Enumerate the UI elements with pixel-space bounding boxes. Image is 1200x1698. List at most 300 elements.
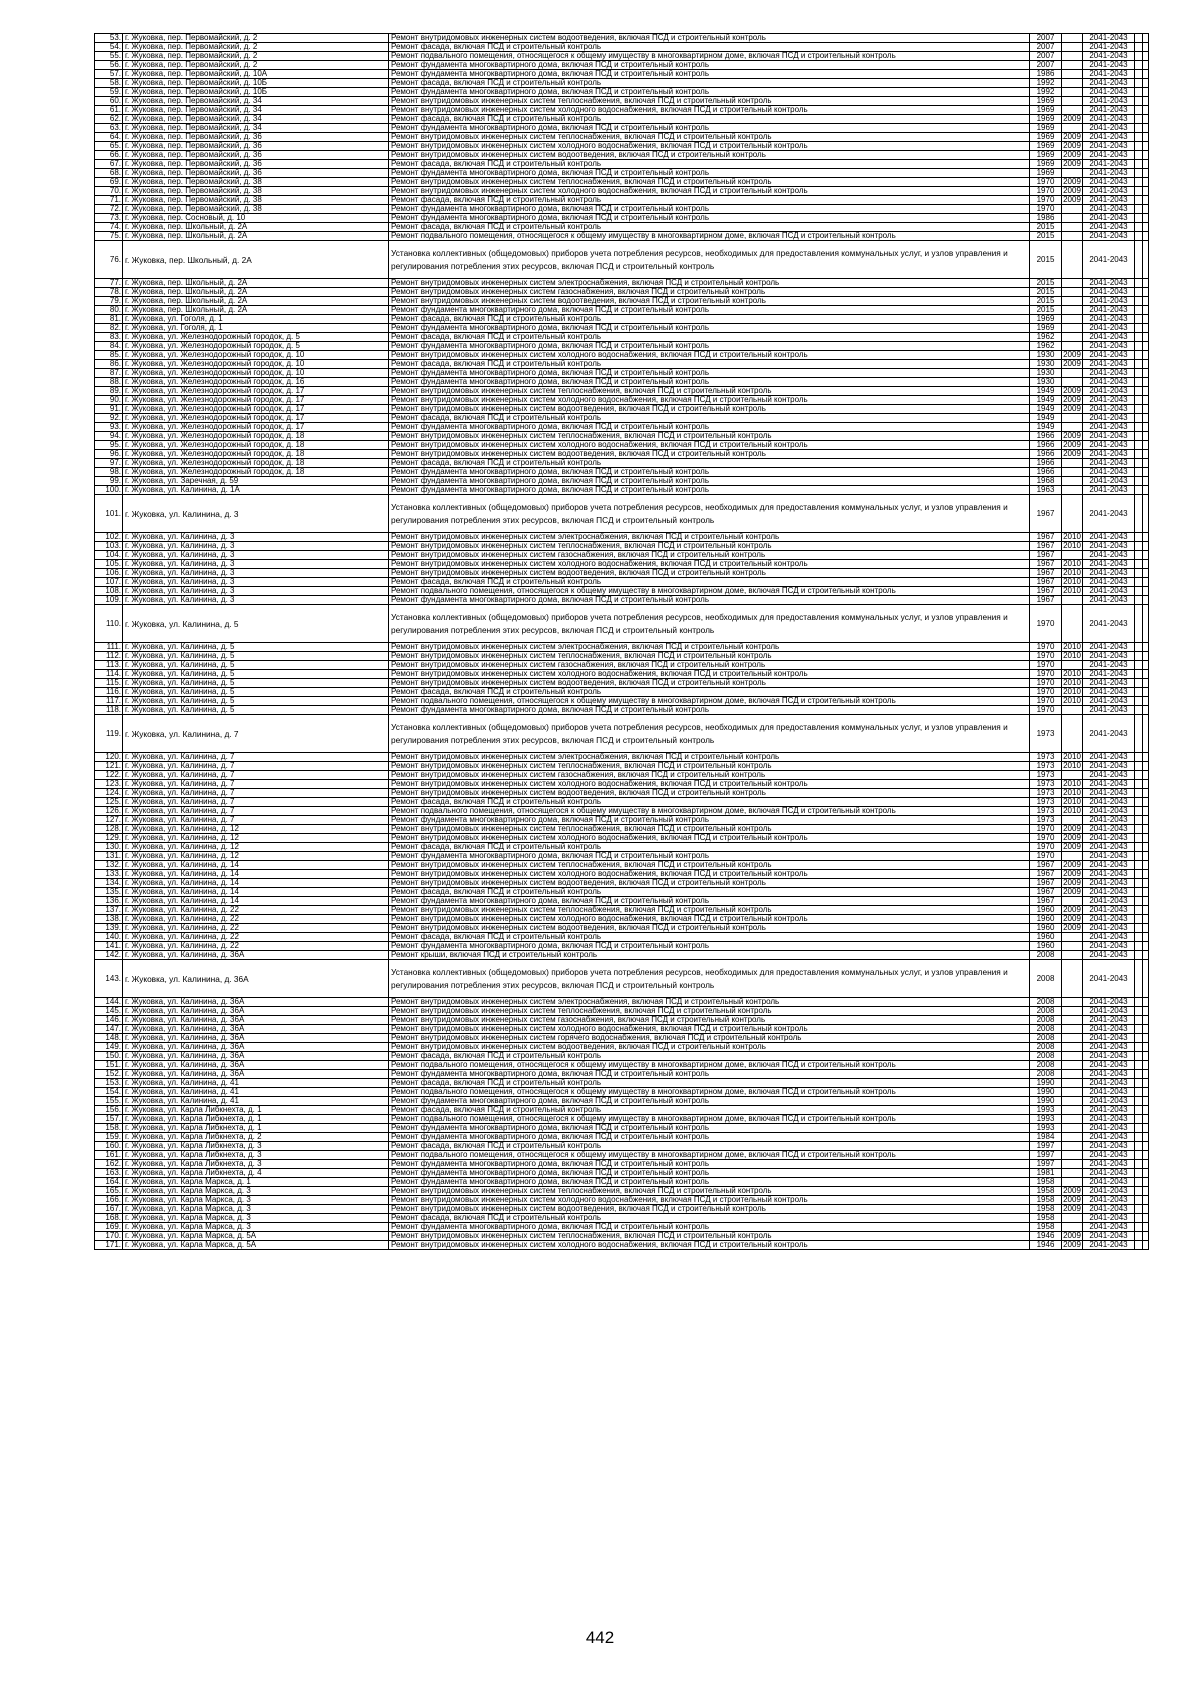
empty-cell <box>1143 1043 1149 1052</box>
planned-period-cell: 2041-2043 <box>1083 852 1135 861</box>
address-cell: г. Жуковка, пер. Школьный, д. 2А <box>123 232 389 241</box>
empty-cell <box>1143 861 1149 870</box>
build-year-cell: 1949 <box>1030 405 1062 414</box>
row-number: 117. <box>95 697 123 706</box>
empty-cell <box>1143 816 1149 825</box>
work-type-cell: Ремонт фасада, включая ПСД и строительный контроль <box>389 1079 1030 1088</box>
table-row <box>95 351 1149 360</box>
empty-cell <box>1143 61 1149 70</box>
table-row <box>95 998 1149 1007</box>
address-cell: г. Жуковка, ул. Калинина, д. 36А <box>123 1034 389 1043</box>
planned-period-cell: 2041-2043 <box>1083 605 1135 643</box>
work-type-cell: Ремонт фундамента многоквартирного дома, включая ПСД и строительный контроль <box>389 342 1030 351</box>
work-type-cell: Ремонт фасада, включая ПСД и строительный контроль <box>389 688 1030 697</box>
address-cell: г. Жуковка, пер. Школьный, д. 2А <box>123 241 389 279</box>
planned-period-cell: 2041-2043 <box>1083 142 1135 151</box>
empty-cell <box>1135 1034 1143 1043</box>
last-repair-year-cell <box>1062 70 1083 79</box>
address-cell: г. Жуковка, ул. Калинина, д. 14 <box>123 870 389 879</box>
empty-cell <box>1143 97 1149 106</box>
empty-cell <box>1135 816 1143 825</box>
build-year-cell: 2007 <box>1030 43 1062 52</box>
empty-cell <box>1135 495 1143 533</box>
empty-cell <box>1135 870 1143 879</box>
address-cell: г. Жуковка, ул. Калинина, д. 3 <box>123 596 389 605</box>
empty-cell <box>1135 789 1143 798</box>
work-type-cell: Ремонт внутридомовых инженерных систем электроснабжения, включая ПСД и строительный контроль <box>389 533 1030 542</box>
work-type-cell: Ремонт подвального помещения, относящегося к общему имуществу в многоквартирном доме, включая ПСД и строительный контроль <box>389 1115 1030 1124</box>
empty-cell <box>1143 798 1149 807</box>
work-type-cell: Ремонт фундамента многоквартирного дома, включая ПСД и строительный контроль <box>389 423 1030 432</box>
table-row <box>95 43 1149 52</box>
row-number: 170. <box>95 1232 123 1241</box>
address-cell: г. Жуковка, ул. Калинина, д. 22 <box>123 933 389 942</box>
table-row <box>95 414 1149 423</box>
empty-cell <box>1135 1223 1143 1232</box>
build-year-cell: 1970 <box>1030 834 1062 843</box>
empty-cell <box>1143 1061 1149 1070</box>
row-number: 103. <box>95 542 123 551</box>
table-row <box>95 1124 1149 1133</box>
table-row <box>95 342 1149 351</box>
address-cell: г. Жуковка, ул. Калинина, д. 5 <box>123 670 389 679</box>
empty-cell <box>1143 142 1149 151</box>
empty-cell <box>1143 241 1149 279</box>
address-cell: г. Жуковка, ул. Железнодорожный городок, д. 10 <box>123 360 389 369</box>
empty-cell <box>1143 715 1149 753</box>
table-row <box>95 1187 1149 1196</box>
planned-period-cell: 2041-2043 <box>1083 133 1135 142</box>
planned-period-cell: 2041-2043 <box>1083 951 1135 960</box>
table-row <box>95 387 1149 396</box>
empty-cell <box>1135 396 1143 405</box>
table-row <box>95 1025 1149 1034</box>
build-year-cell: 2015 <box>1030 297 1062 306</box>
work-type-cell: Ремонт фасада, включая ПСД и строительный контроль <box>389 578 1030 587</box>
last-repair-year-cell: 2009 <box>1063 887 1081 896</box>
empty-cell <box>1135 1124 1143 1133</box>
planned-period-cell: 2041-2043 <box>1083 43 1135 52</box>
work-type-cell: Ремонт фасада, включая ПСД и строительный контроль <box>389 160 1030 169</box>
row-number: 98. <box>95 468 123 477</box>
address-cell: г. Жуковка, ул. Калинина, д. 36А <box>123 1016 389 1025</box>
row-number: 115. <box>95 679 123 688</box>
build-year-cell: 1966 <box>1030 450 1062 459</box>
empty-cell <box>1135 178 1143 187</box>
address-cell: г. Жуковка, ул. Карла Либкнехта, д. 3 <box>123 1151 389 1160</box>
address-cell: г. Жуковка, ул. Калинина, д. 36А <box>123 960 389 998</box>
last-repair-year-cell <box>1062 1088 1083 1097</box>
planned-period-cell: 2041-2043 <box>1083 825 1135 834</box>
row-number: 151. <box>95 1061 123 1070</box>
row-number: 101. <box>95 495 123 533</box>
planned-period-cell: 2041-2043 <box>1083 342 1135 351</box>
planned-period-cell: 2041-2043 <box>1083 405 1135 414</box>
last-repair-year-cell: 2009 <box>1063 833 1081 842</box>
table-row <box>95 477 1149 486</box>
table-row <box>95 441 1149 450</box>
work-type-cell: Ремонт внутридомовых инженерных систем водоотведения, включая ПСД и строительный контроль <box>389 924 1030 933</box>
planned-period-cell: 2041-2043 <box>1083 861 1135 870</box>
empty-cell <box>1143 205 1149 214</box>
empty-cell <box>1135 697 1143 706</box>
work-type-cell: Ремонт фасада, включая ПСД и строительный контроль <box>389 1214 1030 1223</box>
planned-period-cell: 2041-2043 <box>1083 1088 1135 1097</box>
empty-cell <box>1135 652 1143 661</box>
address-cell: г. Жуковка, ул. Железнодорожный городок, д. 18 <box>123 450 389 459</box>
last-repair-year-cell <box>1062 88 1083 97</box>
last-repair-year-cell <box>1062 232 1083 241</box>
planned-period-cell: 2041-2043 <box>1083 97 1135 106</box>
planned-period-cell: 2041-2043 <box>1083 1052 1135 1061</box>
table-row <box>95 1133 1149 1142</box>
table-row <box>95 52 1149 61</box>
work-type-cell: Ремонт фундамента многоквартирного дома, включая ПСД и строительный контроль <box>389 942 1030 951</box>
planned-period-cell: 2041-2043 <box>1083 679 1135 688</box>
empty-cell <box>1143 432 1149 441</box>
build-year-cell: 1930 <box>1030 369 1062 378</box>
row-number: 162. <box>95 1160 123 1169</box>
address-cell: г. Жуковка, ул. Карла Либкнехта, д. 1 <box>123 1115 389 1124</box>
table-row <box>95 34 1149 43</box>
build-year-cell: 1981 <box>1030 1169 1062 1178</box>
build-year-cell: 1966 <box>1030 441 1062 450</box>
last-repair-year-cell <box>1062 97 1083 106</box>
last-repair-year-cell <box>1062 1061 1083 1070</box>
work-type-cell: Ремонт фундамента многоквартирного дома, включая ПСД и строительный контроль <box>389 1070 1030 1079</box>
empty-cell <box>1135 715 1143 753</box>
empty-cell <box>1143 1079 1149 1088</box>
row-number: 166. <box>95 1196 123 1205</box>
last-repair-year-cell <box>1062 468 1083 477</box>
work-type-cell: Ремонт внутридомовых инженерных систем теплоснабжения, включая ПСД и строительный контроль <box>389 825 1030 834</box>
last-repair-year-cell <box>1062 1097 1083 1106</box>
work-type-cell: Ремонт внутридомовых инженерных систем холодного водоснабжения, включая ПСД и строительный контроль <box>389 870 1030 879</box>
build-year-cell: 1973 <box>1030 798 1062 807</box>
address-cell: г. Жуковка, пер. Первомайский, д. 2 <box>123 34 389 43</box>
row-number: 102. <box>95 533 123 542</box>
table-row <box>95 816 1149 825</box>
empty-cell <box>1135 807 1143 816</box>
table-row <box>95 306 1149 315</box>
build-year-cell: 1997 <box>1030 1160 1062 1169</box>
empty-cell <box>1135 643 1143 652</box>
build-year-cell: 1969 <box>1030 324 1062 333</box>
empty-cell <box>1135 587 1143 596</box>
last-repair-year-cell: 2010 <box>1063 586 1081 595</box>
table-row <box>95 605 1149 643</box>
last-repair-year-cell <box>1062 124 1083 133</box>
empty-cell <box>1135 288 1143 297</box>
planned-period-cell: 2041-2043 <box>1083 569 1135 578</box>
last-repair-year-cell <box>1062 241 1083 279</box>
empty-cell <box>1135 1043 1143 1052</box>
empty-cell <box>1135 771 1143 780</box>
row-number: 110. <box>95 605 123 643</box>
empty-cell <box>1143 187 1149 196</box>
empty-cell <box>1143 1025 1149 1034</box>
planned-period-cell: 2041-2043 <box>1083 998 1135 1007</box>
address-cell: г. Жуковка, пер. Первомайский, д. 34 <box>123 106 389 115</box>
last-repair-year-cell <box>1062 771 1083 780</box>
table-row <box>95 178 1149 187</box>
build-year-cell: 1990 <box>1030 1079 1062 1088</box>
work-type-cell: Ремонт внутридомовых инженерных систем теплоснабжения, включая ПСД и строительный контроль <box>389 542 1030 551</box>
planned-period-cell: 2041-2043 <box>1083 232 1135 241</box>
row-number: 152. <box>95 1070 123 1079</box>
address-cell: г. Жуковка, ул. Калинина, д. 5 <box>123 643 389 652</box>
last-repair-year-cell <box>1062 169 1083 178</box>
empty-cell <box>1143 587 1149 596</box>
planned-period-cell: 2041-2043 <box>1083 1151 1135 1160</box>
table-row <box>95 879 1149 888</box>
empty-cell <box>1143 843 1149 852</box>
table-row <box>95 915 1149 924</box>
row-number: 156. <box>95 1106 123 1115</box>
last-repair-year-cell: 2009 <box>1063 914 1081 923</box>
row-number: 69. <box>95 178 123 187</box>
last-repair-year-cell: 2009 <box>1063 824 1081 833</box>
work-type-cell: Ремонт внутридомовых инженерных систем электроснабжения, включая ПСД и строительный контроль <box>389 279 1030 288</box>
planned-period-cell: 2041-2043 <box>1083 468 1135 477</box>
table-row <box>95 432 1149 441</box>
table-row <box>95 933 1149 942</box>
planned-period-cell: 2041-2043 <box>1083 106 1135 115</box>
empty-cell <box>1135 1205 1143 1214</box>
table-row <box>95 1196 1149 1205</box>
table-row <box>95 1034 1149 1043</box>
address-cell: г. Жуковка, ул. Калинина, д. 36А <box>123 1043 389 1052</box>
work-type-cell: Ремонт внутридомовых инженерных систем холодного водоснабжения, включая ПСД и строительный контроль <box>389 441 1030 450</box>
work-type-cell: Ремонт фундамента многоквартирного дома, включая ПСД и строительный контроль <box>389 1169 1030 1178</box>
planned-period-cell: 2041-2043 <box>1083 52 1135 61</box>
work-type-cell: Ремонт внутридомовых инженерных систем теплоснабжения, включая ПСД и строительный контроль <box>389 387 1030 396</box>
planned-period-cell: 2041-2043 <box>1083 816 1135 825</box>
empty-cell <box>1143 196 1149 205</box>
address-cell: г. Жуковка, ул. Карла Либкнехта, д. 1 <box>123 1124 389 1133</box>
build-year-cell: 2015 <box>1030 241 1062 279</box>
table-row <box>95 1043 1149 1052</box>
planned-period-cell: 2041-2043 <box>1083 378 1135 387</box>
work-type-cell: Ремонт фасада, включая ПСД и строительный контроль <box>389 459 1030 468</box>
planned-period-cell: 2041-2043 <box>1083 1115 1135 1124</box>
planned-period-cell: 2041-2043 <box>1083 1133 1135 1142</box>
build-year-cell: 1967 <box>1030 888 1062 897</box>
last-repair-year-cell <box>1062 279 1083 288</box>
build-year-cell: 2008 <box>1030 1016 1062 1025</box>
planned-period-cell: 2041-2043 <box>1083 279 1135 288</box>
work-type-cell: Ремонт внутридомовых инженерных систем теплоснабжения, включая ПСД и строительный контроль <box>389 1007 1030 1016</box>
last-repair-year-cell: 2009 <box>1063 386 1081 395</box>
work-type-cell: Ремонт внутридомовых инженерных систем водоотведения, включая ПСД и строительный контроль <box>389 405 1030 414</box>
address-cell: г. Жуковка, ул. Калинина, д. 7 <box>123 816 389 825</box>
empty-cell <box>1135 1007 1143 1016</box>
planned-period-cell: 2041-2043 <box>1083 542 1135 551</box>
planned-period-cell: 2041-2043 <box>1083 670 1135 679</box>
empty-cell <box>1135 52 1143 61</box>
work-type-cell: Ремонт фасада, включая ПСД и строительный контроль <box>389 1142 1030 1151</box>
table-row <box>95 196 1149 205</box>
address-cell: г. Жуковка, пер. Школьный, д. 2А <box>123 279 389 288</box>
empty-cell <box>1143 169 1149 178</box>
empty-cell <box>1135 1115 1143 1124</box>
table-row <box>95 569 1149 578</box>
planned-period-cell: 2041-2043 <box>1083 1016 1135 1025</box>
table-row <box>95 1016 1149 1025</box>
table-row <box>95 1160 1149 1169</box>
last-repair-year-cell: 2009 <box>1063 449 1081 458</box>
table-row <box>95 187 1149 196</box>
table-row <box>95 825 1149 834</box>
build-year-cell: 1970 <box>1030 187 1062 196</box>
build-year-cell: 1992 <box>1030 88 1062 97</box>
build-year-cell: 1967 <box>1030 587 1062 596</box>
address-cell: г. Жуковка, ул. Железнодорожный городок, д. 17 <box>123 405 389 414</box>
build-year-cell: 1949 <box>1030 387 1062 396</box>
planned-period-cell: 2041-2043 <box>1083 160 1135 169</box>
address-cell: г. Жуковка, ул. Калинина, д. 5 <box>123 697 389 706</box>
empty-cell <box>1135 351 1143 360</box>
build-year-cell: 2015 <box>1030 306 1062 315</box>
address-cell: г. Жуковка, ул. Калинина, д. 12 <box>123 843 389 852</box>
row-number: 155. <box>95 1097 123 1106</box>
empty-cell <box>1143 551 1149 560</box>
table-row <box>95 333 1149 342</box>
last-repair-year-cell <box>1062 852 1083 861</box>
row-number: 128. <box>95 825 123 834</box>
address-cell: г. Жуковка, ул. Калинина, д. 5 <box>123 652 389 661</box>
row-number: 130. <box>95 843 123 852</box>
last-repair-year-cell <box>1062 1106 1083 1115</box>
address-cell: г. Жуковка, ул. Калинина, д. 36А <box>123 1052 389 1061</box>
last-repair-year-cell <box>1062 342 1083 351</box>
build-year-cell: 1966 <box>1030 468 1062 477</box>
empty-cell <box>1135 780 1143 789</box>
table-row <box>95 450 1149 459</box>
row-number: 150. <box>95 1052 123 1061</box>
last-repair-year-cell: 2010 <box>1063 761 1081 770</box>
last-repair-year-cell: 2010 <box>1063 559 1081 568</box>
table-row <box>95 115 1149 124</box>
build-year-cell: 1969 <box>1030 160 1062 169</box>
empty-cell <box>1135 753 1143 762</box>
empty-cell <box>1135 596 1143 605</box>
table-row <box>95 486 1149 495</box>
row-number: 154. <box>95 1088 123 1097</box>
address-cell: г. Жуковка, ул. Карла Маркса, д. 3 <box>123 1205 389 1214</box>
planned-period-cell: 2041-2043 <box>1083 596 1135 605</box>
empty-cell <box>1143 133 1149 142</box>
row-number: 58. <box>95 79 123 88</box>
build-year-cell: 1970 <box>1030 697 1062 706</box>
empty-cell <box>1135 369 1143 378</box>
table-row <box>95 596 1149 605</box>
row-number: 65. <box>95 142 123 151</box>
empty-cell <box>1135 115 1143 124</box>
address-cell: г. Жуковка, ул. Калинина, д. 12 <box>123 834 389 843</box>
planned-period-cell: 2041-2043 <box>1083 933 1135 942</box>
work-type-cell: Ремонт подвального помещения, относящегося к общему имуществу в многоквартирном доме, включая ПСД и строительный контроль <box>389 1151 1030 1160</box>
empty-cell <box>1143 151 1149 160</box>
empty-cell <box>1143 679 1149 688</box>
address-cell: г. Жуковка, ул. Калинина, д. 3 <box>123 578 389 587</box>
row-number: 63. <box>95 124 123 133</box>
table-row <box>95 798 1149 807</box>
row-number: 147. <box>95 1025 123 1034</box>
build-year-cell: 2007 <box>1030 52 1062 61</box>
last-repair-year-cell <box>1062 1124 1083 1133</box>
build-year-cell: 1970 <box>1030 196 1062 205</box>
row-number: 127. <box>95 816 123 825</box>
work-type-cell: Ремонт внутридомовых инженерных систем водоотведения, включая ПСД и строительный контроль <box>389 151 1030 160</box>
empty-cell <box>1143 1016 1149 1025</box>
address-cell: г. Жуковка, ул. Железнодорожный городок, д. 17 <box>123 396 389 405</box>
row-number: 85. <box>95 351 123 360</box>
planned-period-cell: 2041-2043 <box>1083 414 1135 423</box>
table-row <box>95 1223 1149 1232</box>
build-year-cell: 2008 <box>1030 1034 1062 1043</box>
planned-period-cell: 2041-2043 <box>1083 789 1135 798</box>
table-row <box>95 771 1149 780</box>
empty-cell <box>1135 569 1143 578</box>
repair-schedule-table <box>94 33 1149 1250</box>
empty-cell <box>1135 1151 1143 1160</box>
empty-cell <box>1135 169 1143 178</box>
empty-cell <box>1135 1169 1143 1178</box>
planned-period-cell: 2041-2043 <box>1083 960 1135 998</box>
planned-period-cell: 2041-2043 <box>1083 169 1135 178</box>
build-year-cell: 1970 <box>1030 688 1062 697</box>
address-cell: г. Жуковка, ул. Калинина, д. 14 <box>123 879 389 888</box>
row-number: 72. <box>95 205 123 214</box>
address-cell: г. Жуковка, пер. Первомайский, д. 36 <box>123 133 389 142</box>
row-number: 134. <box>95 879 123 888</box>
table-row <box>95 551 1149 560</box>
build-year-cell: 1986 <box>1030 214 1062 223</box>
planned-period-cell: 2041-2043 <box>1083 688 1135 697</box>
address-cell: г. Жуковка, пер. Сосновый, д. 10 <box>123 214 389 223</box>
empty-cell <box>1135 762 1143 771</box>
table-row <box>95 679 1149 688</box>
build-year-cell: 1993 <box>1030 1106 1062 1115</box>
empty-cell <box>1135 432 1143 441</box>
empty-cell <box>1143 70 1149 79</box>
work-type-cell: Ремонт фасада, включая ПСД и строительный контроль <box>389 360 1030 369</box>
last-repair-year-cell: 2010 <box>1063 651 1081 660</box>
build-year-cell: 1970 <box>1030 605 1062 643</box>
planned-period-cell: 2041-2043 <box>1083 1079 1135 1088</box>
build-year-cell: 1962 <box>1030 342 1062 351</box>
address-cell: г. Жуковка, ул. Калинина, д. 14 <box>123 861 389 870</box>
planned-period-cell: 2041-2043 <box>1083 61 1135 70</box>
empty-cell <box>1143 533 1149 542</box>
empty-cell <box>1143 542 1149 551</box>
empty-cell <box>1135 578 1143 587</box>
planned-period-cell: 2041-2043 <box>1083 1070 1135 1079</box>
address-cell: г. Жуковка, пер. Школьный, д. 2А <box>123 297 389 306</box>
empty-cell <box>1143 1124 1149 1133</box>
empty-cell <box>1135 1232 1143 1241</box>
work-type-cell: Установка коллективных (общедомовых) приборов учета потребления ресурсов, необходимых для предоставления коммунальных услуг, и узлов управления и регулирования потребления этих ресурсов, включая ПСД и строительный контроль <box>389 241 1030 279</box>
planned-period-cell: 2041-2043 <box>1083 1241 1135 1250</box>
last-repair-year-cell <box>1062 459 1083 468</box>
empty-cell <box>1143 333 1149 342</box>
last-repair-year-cell: 2009 <box>1063 1231 1081 1240</box>
row-number: 171. <box>95 1241 123 1250</box>
row-number: 107. <box>95 578 123 587</box>
address-cell: г. Жуковка, ул. Калинина, д. 12 <box>123 825 389 834</box>
row-number: 144. <box>95 998 123 1007</box>
